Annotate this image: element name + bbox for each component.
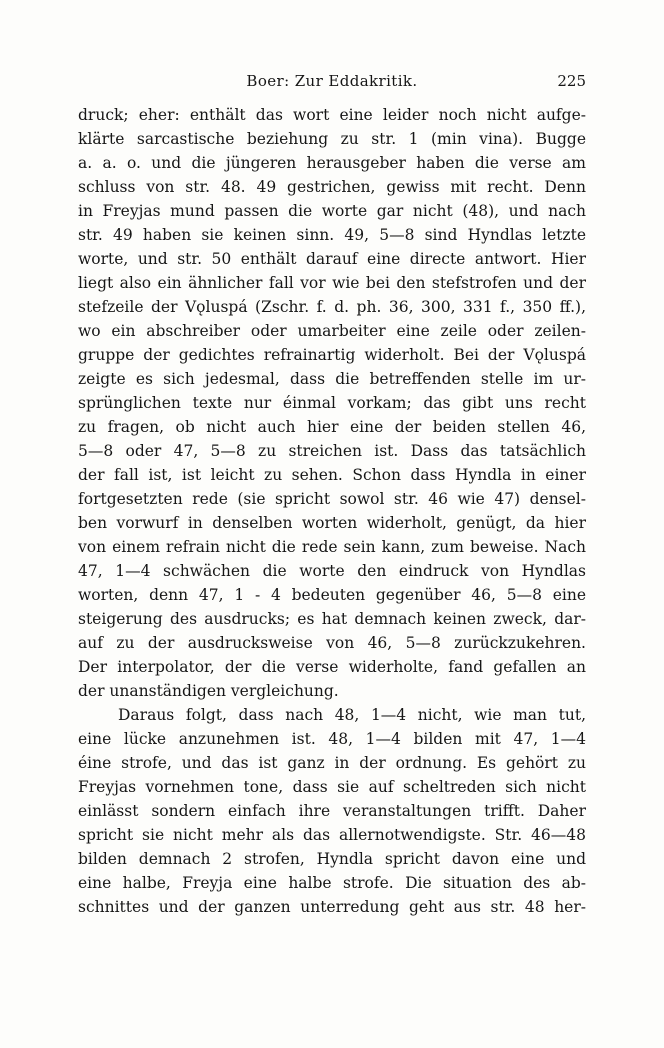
text-line: worte, und str. 50 enthält darauf eine directe antwort. Hier — [78, 250, 586, 268]
text-line: Der interpolator, der die verse widerholte, fand gefallen an — [78, 658, 586, 676]
text-line: str. 49 haben sie keinen sinn. 49, 5—8 sind Hyndlas letzte — [78, 226, 586, 244]
text-line: 47, 1—4 schwächen die worte den eindruck von Hyndlas — [78, 562, 586, 580]
text-line: 5—8 oder 47, 5—8 zu streichen ist. Dass das tatsächlich — [78, 442, 586, 460]
text-line: sprünglichen texte nur éinmal vorkam; das gibt uns recht — [78, 394, 586, 412]
text-line: liegt also ein ähnlicher fall vor wie bei den stefstrofen und der — [78, 274, 586, 292]
text-line: klärte sarcastische beziehung zu str. 1 (min vina). Bugge — [78, 130, 586, 148]
text-line: auf zu der ausdrucksweise von 46, 5—8 zurückzukehren. — [78, 634, 586, 652]
text-line: von einem refrain nicht die rede sein kann, zum beweise. Nach — [78, 538, 586, 556]
page-header — [78, 72, 586, 94]
body-text — [78, 103, 586, 919]
text-line: Daraus folgt, dass nach 48, 1—4 nicht, wie man tut, — [118, 706, 586, 724]
text-line: a. a. o. und die jüngeren herausgeber haben die verse am — [78, 154, 586, 172]
text-line: wo ein abschreiber oder umarbeiter eine zeile oder zeilen- — [78, 322, 586, 340]
text-line: einlässt sondern einfach ihre veranstaltungen trifft. Daher — [78, 802, 586, 820]
text-line: der unanständigen vergleichung. — [78, 682, 339, 700]
text-line: druck; eher: enthält das wort eine leider noch nicht aufge- — [78, 106, 586, 124]
page-number: 225 — [557, 72, 586, 90]
text-line: zeigte es sich jedesmal, dass die betreffenden stelle im ur- — [78, 370, 586, 388]
paragraph — [78, 103, 586, 703]
text-line: spricht sie nicht mehr als das allernotwendigste. Str. 46—48 — [78, 826, 586, 844]
text-line: eine halbe, Freyja eine halbe strofe. Die situation des ab- — [78, 874, 586, 892]
running-title: Boer: Zur Eddakritik. — [246, 72, 418, 90]
text-line: steigerung des ausdrucks; es hat demnach keinen zweck, dar- — [78, 610, 586, 628]
text-line: der fall ist, ist leicht zu sehen. Schon dass Hyndla in einer — [78, 466, 586, 484]
text-line: schluss von str. 48. 49 gestrichen, gewiss mit recht. Denn — [78, 178, 586, 196]
text-line: schnittes und der ganzen unterredung geht aus str. 48 her- — [78, 898, 586, 916]
text-line: stefzeile der Vǫluspá (Zschr. f. d. ph. 36, 300, 331 f., 350 ff.), — [78, 298, 586, 316]
text-line: éine strofe, und das ist ganz in der ordnung. Es gehört zu — [78, 754, 586, 772]
text-line: Freyjas vornehmen tone, dass sie auf scheltreden sich nicht — [78, 778, 586, 796]
text-line: eine lücke anzunehmen ist. 48, 1—4 bilden mit 47, 1—4 — [78, 730, 586, 748]
text-line: zu fragen, ob nicht auch hier eine der beiden stellen 46, — [78, 418, 586, 436]
text-line: ben vorwurf in denselben worten widerholt, genügt, da hier — [78, 514, 586, 532]
paragraph — [78, 703, 586, 919]
text-line: in Freyjas mund passen die worte gar nicht (48), und nach — [78, 202, 586, 220]
text-line: gruppe der gedichtes refrainartig widerholt. Bei der Vǫluspá — [78, 346, 586, 364]
text-line: bilden demnach 2 strofen, Hyndla spricht davon eine und — [78, 850, 586, 868]
text-line: worten, denn 47, 1 - 4 bedeuten gegenüber 46, 5—8 eine — [78, 586, 586, 604]
text-line: fortgesetzten rede (sie spricht sowol str. 46 wie 47) densel- — [78, 490, 586, 508]
